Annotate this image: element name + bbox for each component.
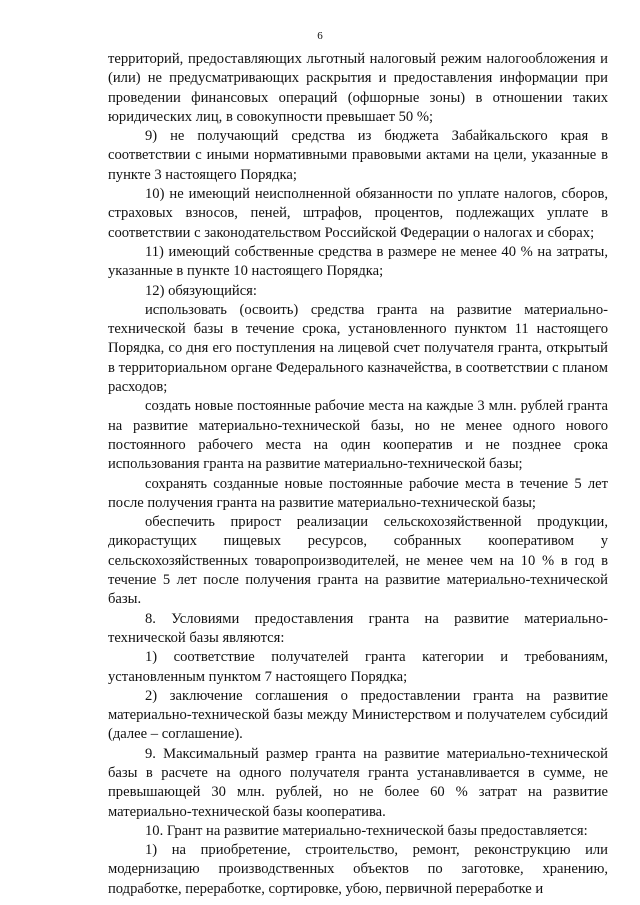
paragraph: 1) соответствие получателей гранта категории и требованиям, установленным пунктом 7 настоящего Порядка; [108,649,608,685]
paragraph: 10. Грант на развитие материально-технической базы предоставляется: [145,822,588,839]
paragraph: 1) на приобретение, строительство, ремонт, реконструкцию или модернизацию производственных объектов по заготовке, хранению, подработке, переработке, сортировке, убою, первичной переработке и [108,842,608,897]
page-number: 6 [317,30,323,42]
paragraph: территорий, предоставляющих льготный налоговый режим налогообложения и (или) не предусматривающих раскрытия и предоставления информации при проведении финансовых операций (офшорные зоны) в отношении таких юридических лиц, в совокупности превышает 50 %; [108,51,608,125]
paragraph: 9) не получающий средства из бюджета Забайкальского края в соответствии с иными нормативными правовыми актами на цели, указанные в пункте 3 настоящего Порядка; [108,128,608,183]
paragraph: обеспечить прирост реализации сельскохозяйственной продукции, дикорастущих пищевых ресурсов, собранных кооперативом у сельскохозяйственных товаропроизводителей, не менее чем на 10 % в год в течение 5 лет после получения гранта на развитие материально-технической базы. [108,514,608,608]
paragraph: 10) не имеющий неисполненной обязанности по уплате налогов, сборов, страховых взносов, пеней, штрафов, процентов, подлежащих уплате в соответствии с законодательством Российской Федерации о налогах и сборах; [108,186,608,241]
document-body [108,50,608,899]
paragraph: использовать (освоить) средства гранта на развитие материально-технической базы в течение срока, установленного пунктом 11 настоящего Порядка, со дня его поступления на лицевой счет получателя гранта, открытый в территориальном органе Федерального казначейства, в соответствии с планом расходов; [108,301,608,396]
paragraph: 8. Условиями предоставления гранта на развитие материально-технической базы являются: [108,610,608,646]
paragraph: 11) имеющий собственные средства в размере не менее 40 % на затраты, указанные в пункте 10 настоящего Порядка; [108,243,608,280]
paragraph: сохранять созданные новые постоянные рабочие места в течение 5 лет после получения гранта на развитие материально-технической базы; [108,475,608,511]
paragraph: 2) заключение соглашения о предоставлении гранта на развитие материально-технической базы между Министерством и получателем субсидий (далее – соглашение). [108,687,608,743]
paragraph: 12) обязующийся: [145,282,257,299]
paragraph: создать новые постоянные рабочие места на каждые 3 млн. рублей гранта на развитие материально-технической базы, но не менее одного нового постоянного рабочего места на один кооператив и не позднее срока использования гранта на развитие материально-технической базы; [108,398,608,473]
paragraph: 9. Максимальный размер гранта на развитие материально-технической базы в расчете на одного получателя гранта устанавливается в сумме, не превышающей 30 млн. рублей, но не более 60 % затрат на развитие материально-технической базы кооператива. [108,745,608,820]
